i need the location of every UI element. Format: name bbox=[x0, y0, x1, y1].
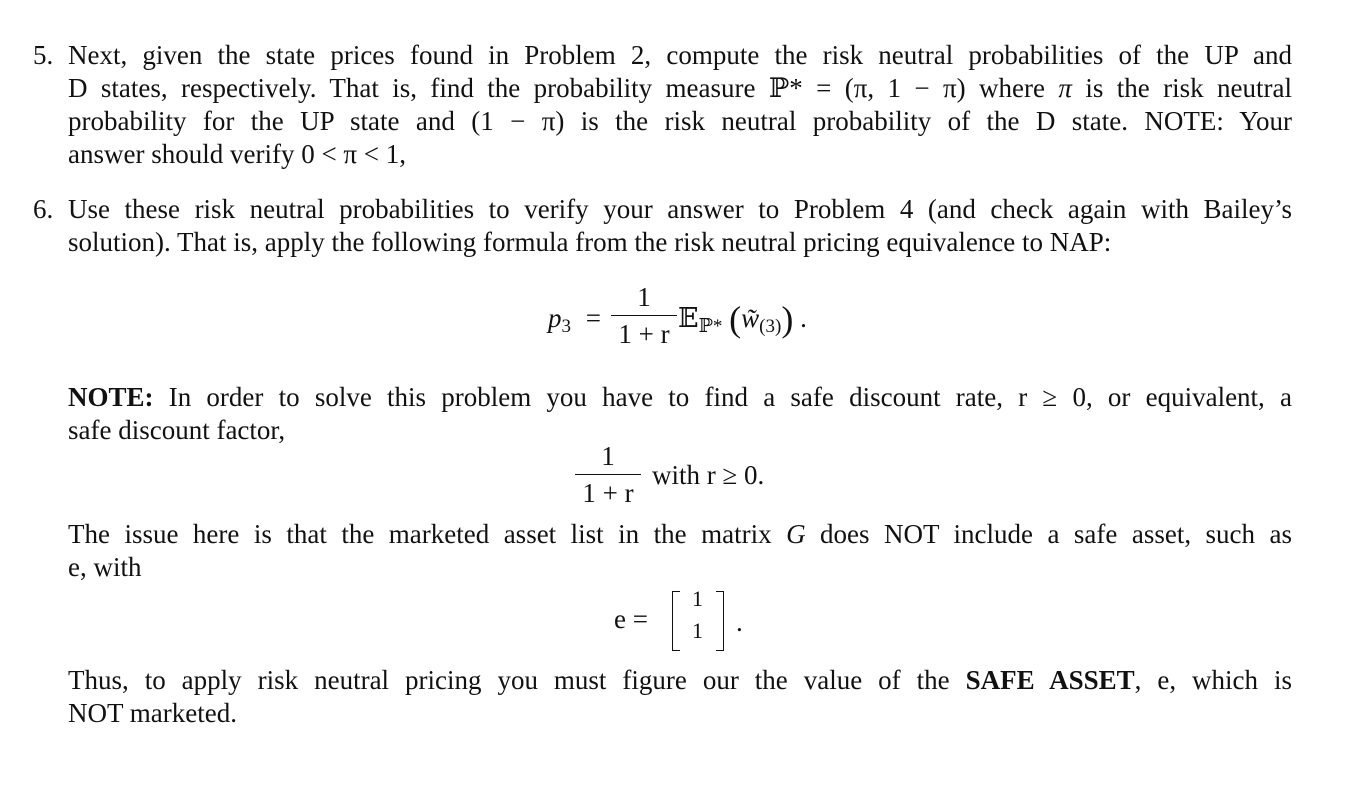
formula-equals: = bbox=[585, 303, 601, 333]
item-5-line-3 bbox=[68, 105, 1292, 138]
formula-p: p bbox=[548, 303, 562, 333]
item-5-line-2-text-c: where bbox=[979, 73, 1046, 103]
factor-fraction-bar bbox=[575, 474, 641, 475]
vector-right-bracket bbox=[716, 591, 724, 651]
vector-bottom: 1 bbox=[692, 618, 703, 643]
formula-expectation bbox=[678, 299, 807, 343]
vector-left-bracket bbox=[672, 591, 680, 651]
expectation-subscript: ℙ* bbox=[698, 316, 723, 337]
probability-measure: ℙ* = (π, 1 − π) bbox=[768, 73, 966, 103]
pi-inequality: 0 < π < 1, bbox=[301, 139, 407, 169]
item-5-line-2 bbox=[68, 72, 1292, 105]
formula-denominator: 1 + r bbox=[618, 319, 670, 350]
issue-text-a: The issue here is that the marketed asset list in the matrix bbox=[68, 519, 772, 549]
note-line-2: safe discount factor, bbox=[68, 415, 286, 445]
formula-fraction bbox=[611, 282, 677, 349]
factor-numerator: 1 bbox=[601, 441, 615, 471]
item-6-line-1: Use these risk neutral probabilities to verify your answer to Problem 4 (and check again with Bailey’s bbox=[68, 194, 1292, 224]
item-5-line-4 bbox=[68, 138, 406, 171]
w-subscript: (3) bbox=[759, 316, 782, 337]
issue-text-c: does NOT include a safe asset, such as bbox=[820, 519, 1293, 549]
item-5-line-3-text-a: probability for the UP state and bbox=[68, 106, 455, 136]
matrix-g: G bbox=[786, 519, 806, 549]
note-line-1 bbox=[68, 381, 1292, 414]
item-5-line-1: Next, given the state prices found in Problem 2, compute the risk neutral probabilities of the UP and bbox=[68, 40, 1292, 70]
item-5-number: 5. bbox=[33, 40, 54, 70]
vector-period: . bbox=[736, 607, 743, 637]
formula-lhs bbox=[548, 302, 601, 343]
note-text: In order to solve this problem you have to find a safe discount rate, r ≥ 0, or equivalent, a bbox=[168, 382, 1292, 412]
expectation-symbol: 𝔼 bbox=[678, 303, 699, 333]
last-line: NOT marketed. bbox=[68, 698, 237, 728]
item-6-number: 6. bbox=[33, 194, 54, 224]
thus-text-a: Thus, to apply risk neutral pricing you must figure our the value of the bbox=[68, 665, 950, 695]
formula-period: . bbox=[800, 303, 807, 333]
factor-tail: with r ≥ 0. bbox=[652, 460, 765, 490]
issue-line-2: e, with bbox=[68, 552, 142, 582]
issue-line-1 bbox=[68, 518, 1292, 551]
formula-p-subscript: 3 bbox=[561, 316, 571, 337]
item-5-line-3-text-c: is the risk neutral probability of the D state. NOTE: Your bbox=[580, 106, 1292, 136]
item-6-line-2: solution). That is, apply the following formula from the risk neutral pricing equivalence to NAP: bbox=[68, 227, 1112, 257]
formula-numerator: 1 bbox=[637, 282, 651, 312]
formula-fraction-bar bbox=[611, 315, 677, 316]
vector-top: 1 bbox=[692, 586, 703, 611]
note-label: NOTE: bbox=[68, 382, 154, 412]
item-5-line-2-text-a: D states, respectively. That is, find the probability measure bbox=[68, 73, 756, 103]
open-paren: ( bbox=[729, 299, 742, 339]
pi-symbol: π bbox=[1058, 73, 1072, 103]
one-minus-pi: (1 − π) bbox=[471, 106, 565, 136]
thus-text-c: , e, which is bbox=[1134, 665, 1293, 695]
safe-asset-label: SAFE ASSET bbox=[965, 665, 1135, 695]
vector-lhs: e = bbox=[614, 604, 648, 634]
item-5-line-4-text-a: answer should verify bbox=[68, 139, 295, 169]
w-tilde: w̃ bbox=[741, 303, 760, 333]
close-paren: ) bbox=[781, 299, 794, 339]
factor-denominator: 1 + r bbox=[582, 478, 634, 509]
discount-factor-fraction bbox=[575, 441, 641, 508]
thus-line bbox=[68, 664, 1292, 697]
item-5-line-2-text-e: is the risk neutral bbox=[1085, 73, 1293, 103]
